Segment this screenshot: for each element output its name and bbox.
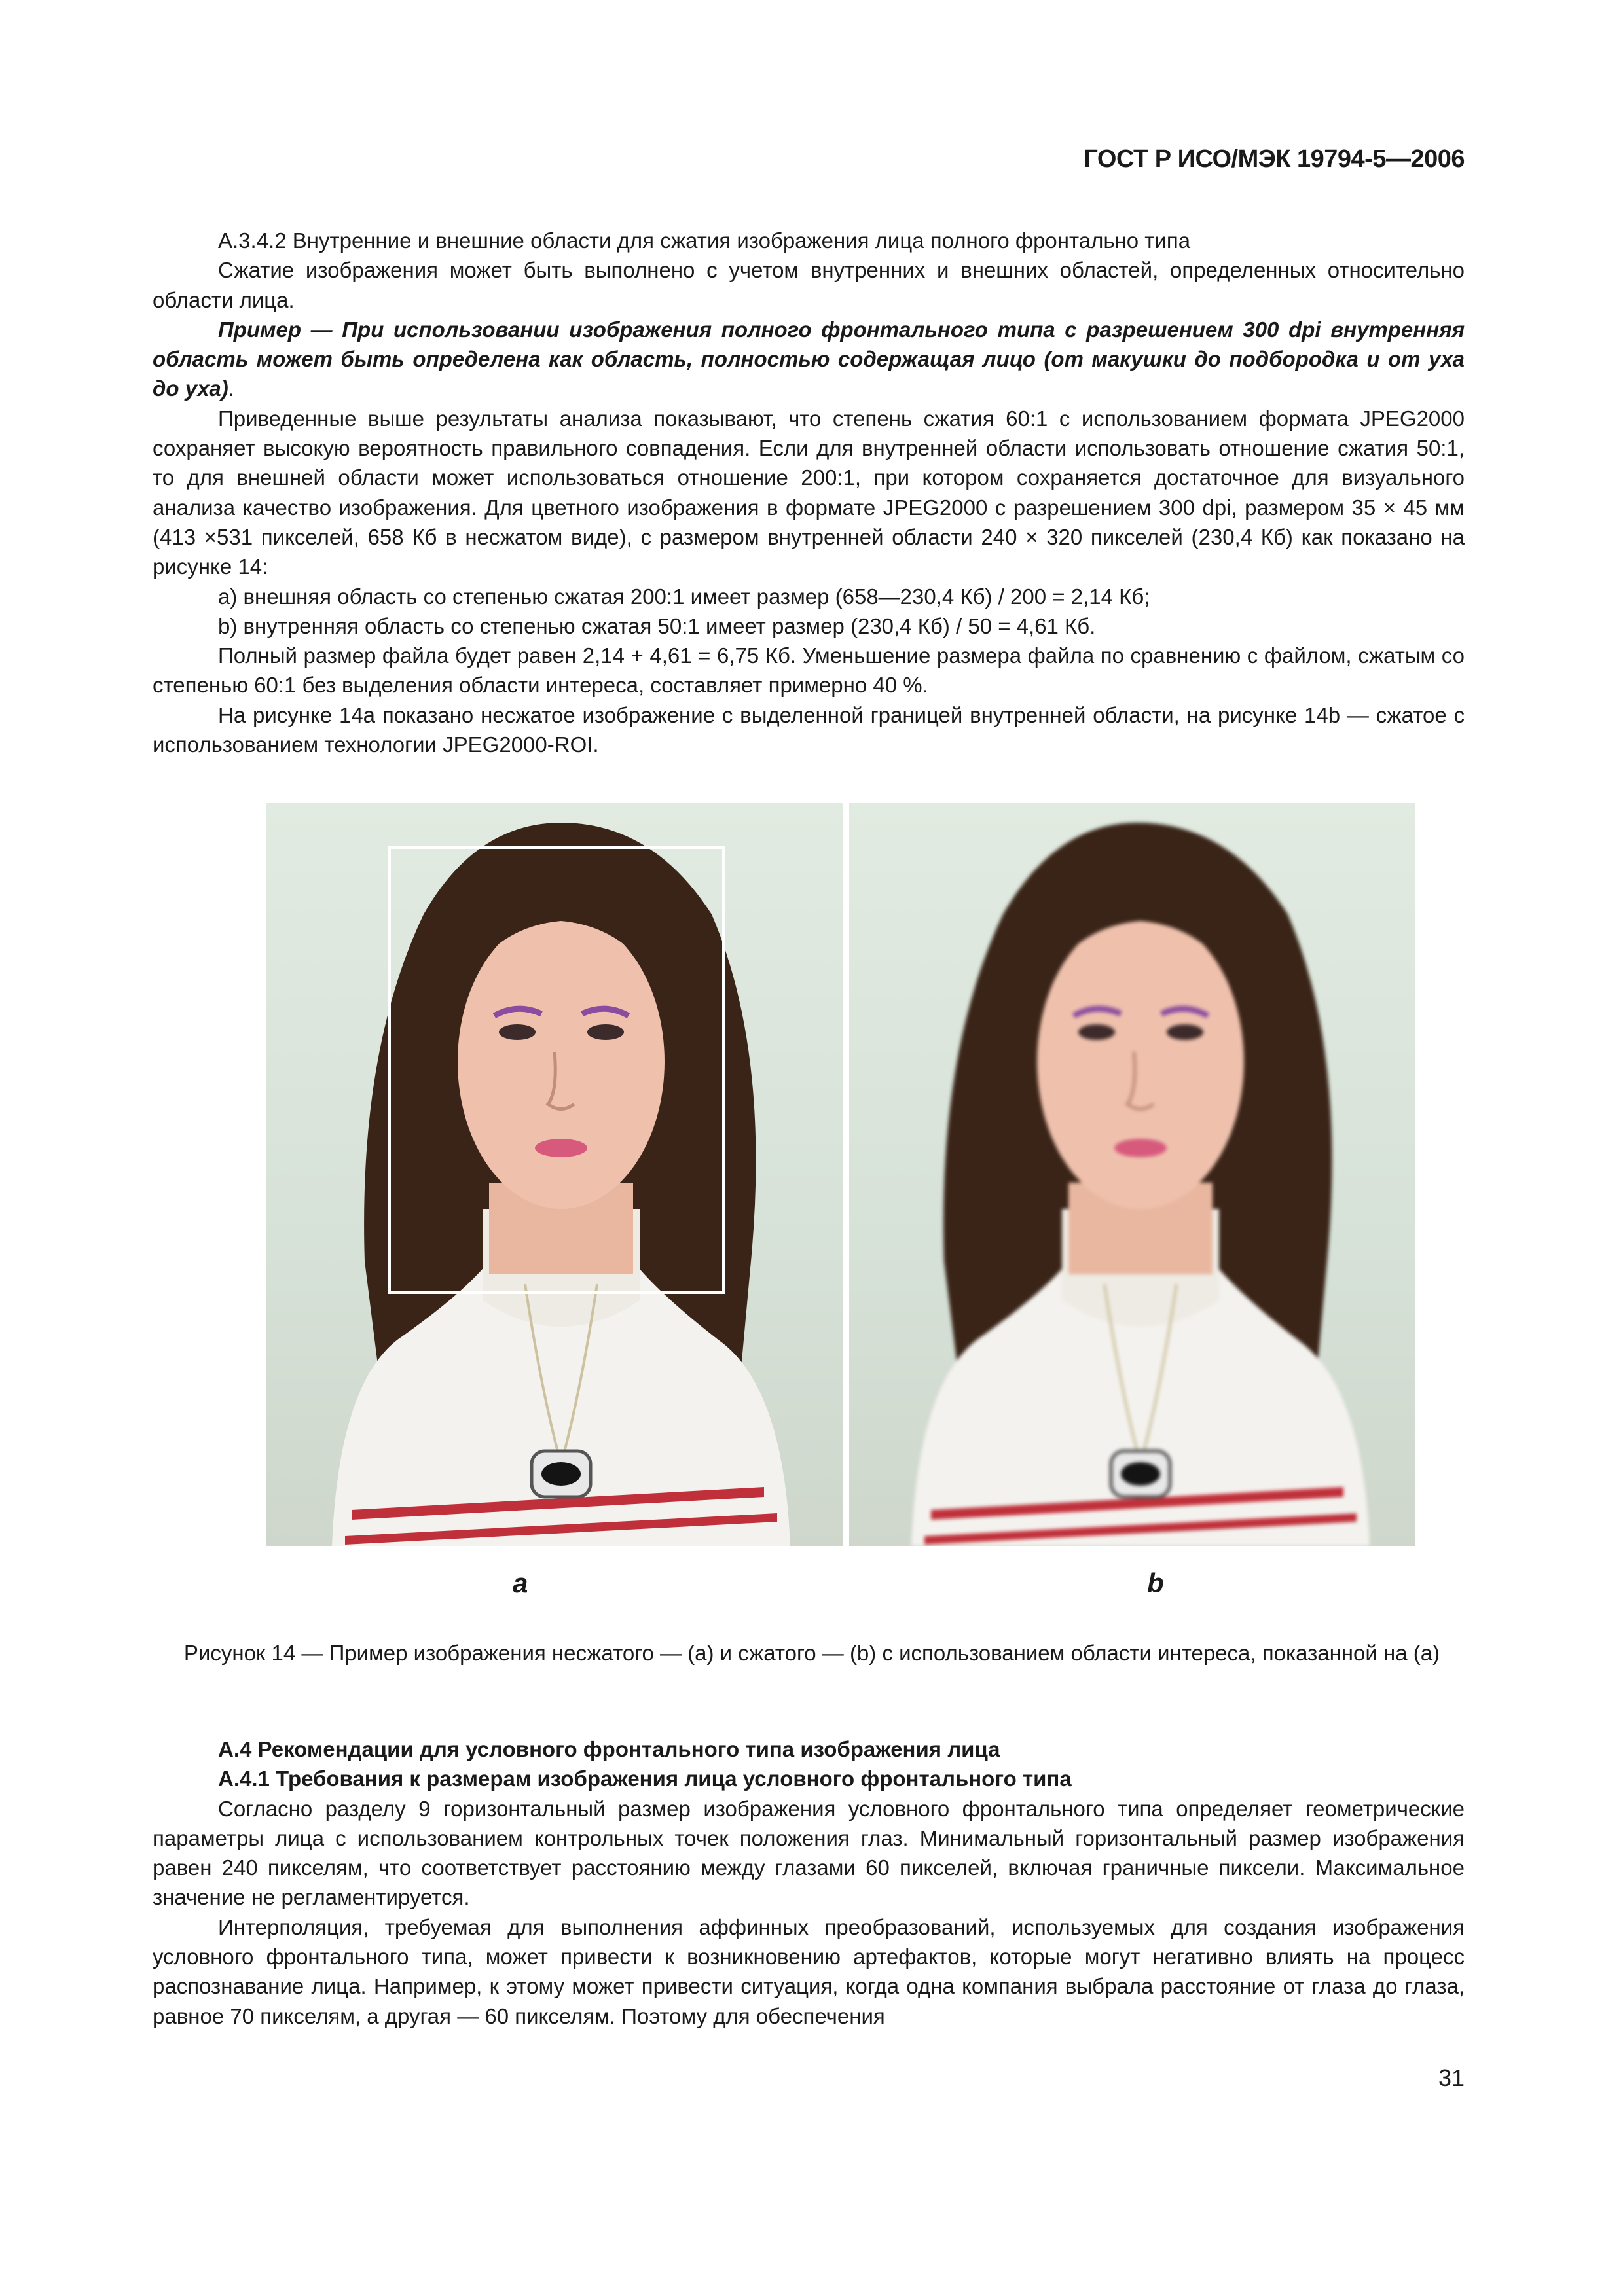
list-item-a: a) внешняя область со степенью сжатая 200:1 имеет размер (658—230,4 Кб) / 200 = 2,14 Кб; — [218, 584, 1150, 609]
figure-caption: Рисунок 14 — Пример изображения несжатого — (а) и сжатого — (b) с использованием области интереса, показанной на (а) — [183, 1641, 1440, 1665]
panel-label-a: а — [513, 1568, 528, 1598]
photo-uncompressed — [266, 803, 843, 1546]
section-heading: А.4 Рекомендации для условного фронтального типа изображения лица — [218, 1737, 1000, 1761]
document-header: ГОСТ Р ИСО/МЭК 19794-5—2006 — [1084, 145, 1465, 173]
section-a4 — [153, 1734, 1465, 2031]
paragraph: Приведенные выше результаты анализа показывают, что степень сжатия 60:1 с использованием формата JPEG2000 сохраняет высокую вероятность правильного совпадения. Если для внутренней области использовать отношение сжатия 50:1, то для внешней области может использоваться отношение 200:1, при котором сохраняется достаточное для визуального анализа качество изображения. Для цветного изображения в формате JPEG2000 с разрешением 300 dpi, размером 35 × 45 мм (413 ×531 пикселей, 658 Кб в несжатом виде), с размером внутренней области 240 × 320 пикселей (230,4 Кб) как показано на рисунке 14: — [153, 406, 1465, 579]
panel-label-b: b — [1147, 1568, 1164, 1598]
example-paragraph — [153, 315, 1465, 404]
paragraph: Согласно разделу 9 горизонтальный размер изображения условного фронтального типа определяет геометрические параметры лица с использованием контрольных точек положения глаз. Минимальный горизонтальный размер изображения равен 240 пикселям, что соответствует расстоянию между глазами 60 пикселей, включая граничные пиксели. Максимальное значение не регламентируется. — [153, 1796, 1465, 1910]
example-text: Пример — При использовании изображения полного фронтального типа с разрешением 300 dpi внутренняя область может быть определена как область, полностью содержащая лицо (от макушки до подбородка и от уха до уха) — [153, 317, 1465, 401]
section-a342 — [153, 226, 1465, 759]
paragraph: Полный размер файла будет равен 2,14 + 4,61 = 6,75 Кб. Уменьшение размера файла по сравнению с файлом, сжатым со степенью 60:1 без выделения области интереса, составляет примерно 40 %. — [153, 643, 1465, 698]
photo-compressed-roi — [849, 803, 1415, 1546]
paragraph: Сжатие изображения может быть выполнено с учетом внутренних и внешних областей, определенных относительно области лица. — [153, 258, 1465, 312]
portrait-image — [266, 803, 843, 1546]
portrait-image-compressed — [849, 803, 1415, 1546]
paragraph: На рисунке 14а показано несжатое изображение с выделенной границей внутренней области, на рисунке 14b — сжатое с использованием технологии JPEG2000-ROI. — [153, 702, 1465, 757]
page-number: 31 — [1438, 2064, 1465, 2091]
paragraph: Интерполяция, требуемая для выполнения аффинных преобразований, используемых для создания изображения условного фронтального типа, может привести к возникновению артефактов, которые могут негативно влиять на процесс распознавание лица. Например, к этому может привести ситуация, когда одна компания выбрала расстояние от глаза до глаза, равное 70 пикселям, а другая — 60 пикселям. Поэтому для обеспечения — [153, 1914, 1465, 2028]
section-title: А.3.4.2 Внутренние и внешние области для сжатия изображения лица полного фронтально типа — [218, 228, 1191, 253]
subsection-heading: А.4.1 Требования к размерам изображения лица условного фронтального типа — [218, 1767, 1072, 1791]
list-item-b: b) внутренняя область со степенью сжатая 50:1 имеет размер (230,4 Кб) / 50 = 4,61 Кб. — [218, 613, 1096, 638]
figure-14 — [0, 803, 1623, 1598]
example-end: . — [228, 376, 234, 401]
